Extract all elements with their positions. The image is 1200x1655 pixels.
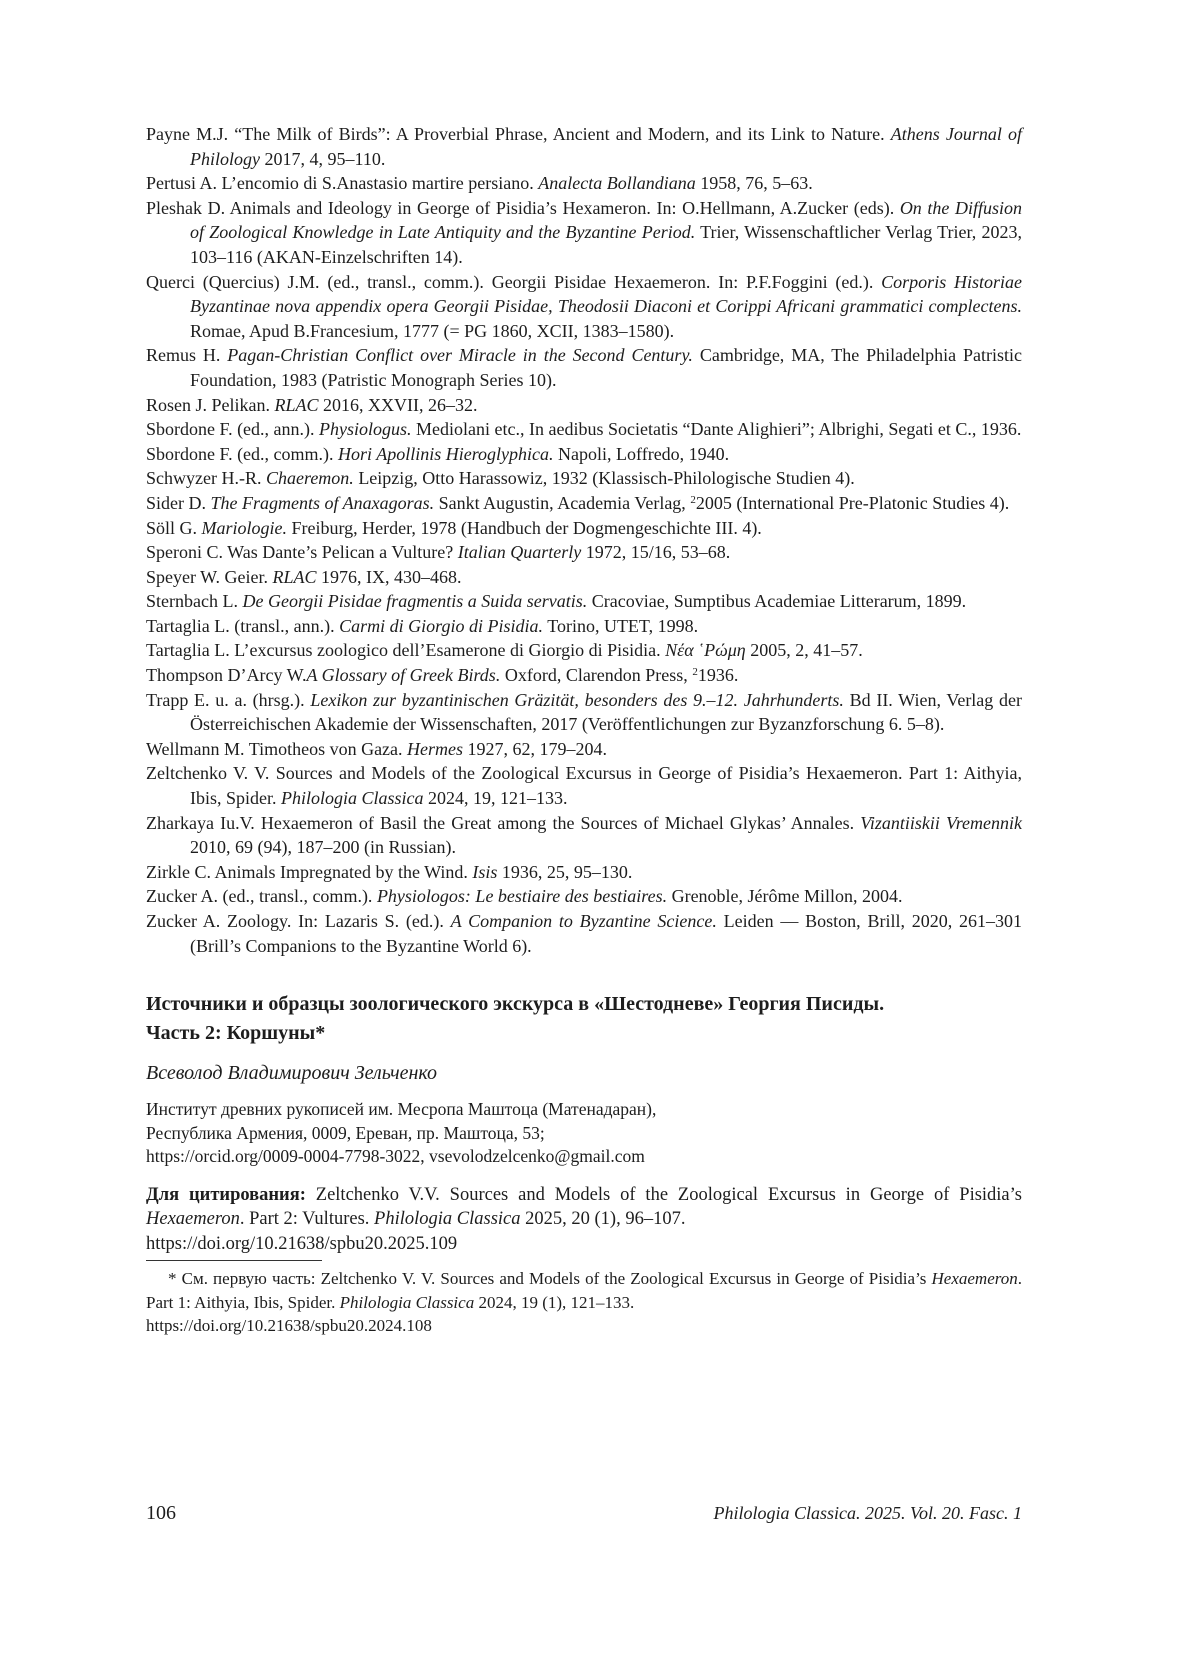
reference-part-a: Pleshak D. Animals and Ideology in George of Pisidia’s Hexameron. In: O.Hellmann, A.Zucker (eds). <box>146 197 900 218</box>
reference-part-b: Freiburg, Herder, 1978 (Handbuch der Dogmengeschichte III. 4). <box>287 517 762 538</box>
reference-part-i: Corporis Historiae Byzantinae nova appendix opera Georgii Pisidae, Theodosii Diaconi et Corippi Africani grammatici complectens. <box>190 271 1022 317</box>
reference-part-i: Isis <box>472 861 498 882</box>
reference-part-b: 1958, 76, 5–63. <box>695 173 813 194</box>
footnote-italic-1: Hexaemeron <box>931 1269 1018 1289</box>
reference-part-a: Sbordone F. (ed., ann.). <box>146 419 320 440</box>
reference-part-i: Chaeremon. <box>265 468 354 489</box>
reference-entry <box>146 516 1022 541</box>
reference-part-i: Lexikon zur byzantinischen Gräzität, besonders des 9.–12. Jahrhunderts. <box>310 689 844 710</box>
reference-part-a: Tartaglia L. (transl., ann.). <box>146 615 340 636</box>
reference-entry <box>146 122 1022 171</box>
reference-part-c: 1936. <box>697 665 739 686</box>
reference-part-a: Zirkle C. Animals Impregnated by the Wind. <box>146 861 473 882</box>
reference-part-b: Cambridge, MA, The Philadelphia Patristic Foundation, 1983 (Patristic Monograph Series 10). <box>190 345 1022 390</box>
reference-part-b: Trier, Wissenschaftlicher Verlag Trier, 2023, 103–116 (AKAN-Einzelschriften 14). <box>190 222 1022 267</box>
reference-part-b: Leipzig, Otto Harassowiz, 1932 (Klassisch-Philologische Studien 4). <box>353 468 855 489</box>
reference-entry <box>146 761 1022 810</box>
affiliation-line-1: Институт древних рукописей им. Месропа Маштоца (Матенадаран), <box>146 1099 657 1120</box>
reference-entry <box>146 491 1022 516</box>
reference-part-i: Vizantiiskii Vremennik <box>860 812 1022 833</box>
reference-entry <box>146 811 1022 860</box>
reference-entry <box>146 737 1022 762</box>
reference-part-b: 2017, 4, 95–110. <box>260 148 386 169</box>
reference-part-i: Physiologus. <box>319 419 412 440</box>
reference-part-b: Torino, UTET, 1998. <box>543 615 699 636</box>
reference-part-b: 2016, XXVII, 26–32. <box>318 394 478 415</box>
footnote-doi-link[interactable]: https://doi.org/10.21638/spbu20.2024.108 <box>146 1316 432 1336</box>
reference-part-i: Physiologos: Le bestiaire des bestiaires. <box>376 886 668 907</box>
reference-part-a: Sbordone F. (ed., comm.). <box>146 443 339 464</box>
reference-entry <box>146 442 1022 467</box>
reference-part-b: 1927, 62, 179–204. <box>463 738 608 759</box>
reference-entry <box>146 638 1022 663</box>
author-affiliation <box>146 1098 1022 1169</box>
reference-part-i: Italian Quarterly <box>457 542 582 563</box>
reference-part-b: Sankt Augustin, Academia Verlag, <box>434 492 691 513</box>
reference-entry <box>146 196 1022 270</box>
reference-entry <box>146 270 1022 344</box>
journal-running-title: Philologia Classica. 2025. Vol. 20. Fasc. 1 <box>713 1503 1022 1523</box>
page-number: 106 <box>146 1502 176 1524</box>
reference-part-a: Wellmann M. Timotheos von Gaza. <box>146 738 408 759</box>
reference-entry <box>146 688 1022 737</box>
reference-part-a: Querci (Quercius) J.M. (ed., transl., comm.). Georgii Pisidae Hexaemeron. In: P.F.Foggini (ed.). <box>146 271 882 292</box>
reference-entry <box>146 417 1022 442</box>
reference-part-a: Söll G. <box>146 517 202 538</box>
citation-label: Для цитирования: <box>146 1184 306 1205</box>
affiliation-line-3: https://orcid.org/0009-0004-7798-3022, vsevolodzelcenko@gmail.com <box>146 1146 645 1167</box>
reference-part-i: RLAC <box>274 394 319 415</box>
footnote-text-2: . Part 1: Aithyia, Ibis, Spider. <box>146 1269 1022 1312</box>
reference-part-i: Pagan-Christian Conflict over Miracle in the Second Century. <box>227 345 693 366</box>
reference-part-sup: 2 <box>690 493 696 506</box>
citation-italic-2: Philologia Classica <box>374 1209 521 1230</box>
reference-part-b: 1976, IX, 430–468. <box>316 566 462 587</box>
article-author: Всеволод Владимирович Зельченко <box>146 1062 438 1085</box>
reference-part-a: Zeltchenko V. V. Sources and Models of the Zoological Excursus in George of Pisidia’s Hexaemeron. Part 1: Aithyia, Ibis, Spider. <box>146 763 1022 809</box>
reference-part-i: A Companion to Byzantine Science. <box>450 911 717 931</box>
reference-part-a: Sternbach L. <box>146 591 243 612</box>
reference-entry <box>146 466 1022 491</box>
citation-text-1: Zeltchenko V.V. Sources and Models of the Zoological Excursus in George of Pisidia’s <box>305 1184 1022 1205</box>
reference-part-b: Romae, Apud B.Francesium, 1777 (= PG 1860, XCII, 1383–1580). <box>190 320 675 341</box>
reference-part-a: Schwyzer H.-R. <box>146 468 266 489</box>
reference-part-b: 2024, 19, 121–133. <box>423 788 568 809</box>
reference-part-b: Mediolani etc., In aedibus Societatis “Dante Alighieri”; Albrighi, Segati et C., 1936. <box>411 419 1022 440</box>
footnote-text-1: * См. первую часть: Zeltchenko V. V. Sources and Models of the Zoological Excursus in George of Pisidia’s <box>168 1269 932 1289</box>
reference-part-a: Zharkaya Iu.V. Hexaemeron of Basil the Great among the Sources of Michael Glykas’ Annales. <box>146 812 861 833</box>
footnote <box>146 1267 1022 1338</box>
reference-part-b: 2005, 2, 41–57. <box>745 640 863 661</box>
reference-part-sup: 2 <box>692 666 698 679</box>
citation-block <box>146 1183 1022 1257</box>
footnote-text-3: 2024, 19 (1), 121–133. <box>474 1292 635 1312</box>
reference-part-b: 2010, 69 (94), 187–200 (in Russian). <box>190 837 456 858</box>
reference-part-i: Athens Journal of Philology <box>190 124 1022 169</box>
affiliation-line-2: Республика Армения, 0009, Ереван, пр. Маштоца, 53; <box>146 1122 545 1143</box>
reference-part-a: Zucker A. (ed., transl., comm.). <box>146 886 377 907</box>
reference-entry <box>146 860 1022 885</box>
citation-doi-link[interactable]: https://doi.org/10.21638/spbu20.2025.109 <box>146 1233 458 1254</box>
reference-part-i: RLAC <box>272 566 317 587</box>
reference-part-i: De Georgii Pisidae fragmentis a Suida servatis. <box>242 591 588 612</box>
reference-part-a: Payne M.J. “The Milk of Birds”: A Proverbial Phrase, Ancient and Modern, and its Link to Nature. <box>146 124 891 144</box>
reference-part-b: Cracoviae, Sumptibus Academiae Litterarum, 1899. <box>587 591 967 612</box>
page-footer <box>146 1502 1022 1525</box>
reference-part-b: Bd II. Wien, Verlag der Österreichischen Akademie der Wissenschaften, 2017 (Veröffentlichungen zur Byzanzforschung 6. 5–8). <box>190 689 1022 735</box>
reference-part-i: Hermes <box>407 738 464 759</box>
reference-part-a: Thompson D’Arcy W. <box>146 665 307 686</box>
reference-entry <box>146 589 1022 614</box>
reference-entry <box>146 884 1022 909</box>
reference-part-b: Grenoble, Jérôme Millon, 2004. <box>667 886 903 907</box>
article-title <box>146 990 1022 1048</box>
reference-part-i: Mariologie. <box>201 517 288 538</box>
reference-part-a: Remus H. <box>146 345 228 366</box>
reference-entry <box>146 171 1022 196</box>
reference-entry <box>146 614 1022 639</box>
reference-part-i: The Fragments of Anaxagoras. <box>210 492 435 513</box>
reference-part-b: Oxford, Clarendon Press, <box>500 665 693 686</box>
citation-text-2: . Part 2: Vultures. <box>239 1209 375 1230</box>
reference-part-i: Νέα ῾Ρώμη <box>665 640 746 661</box>
reference-part-a: Tartaglia L. L’excursus zoologico dell’Esamerone di Giorgio di Pisidia. <box>146 640 666 661</box>
footnote-italic-2: Philologia Classica <box>339 1292 475 1312</box>
reference-part-b: 1972, 15/16, 53–68. <box>581 542 731 563</box>
reference-part-i: Philologia Classica <box>281 788 424 809</box>
reference-entry <box>146 343 1022 392</box>
reference-part-i: Hori Apollinis Hieroglyphica. <box>338 443 554 464</box>
reference-part-b: 1936, 25, 95–130. <box>497 861 633 882</box>
reference-entry <box>146 540 1022 565</box>
reference-entry <box>146 663 1022 688</box>
reference-part-a: Speroni C. Was Dante’s Pelican a Vulture? <box>146 542 458 563</box>
page-content <box>146 122 1022 1338</box>
reference-list <box>146 122 1022 958</box>
reference-entry <box>146 393 1022 418</box>
reference-part-a: Sider D. <box>146 492 211 513</box>
article-title-line-1: Источники и образцы зоологического экскурса в «Шестодневе» Георгия Писиды. <box>146 993 885 1016</box>
reference-part-i: Analecta Bollandiana <box>538 173 696 194</box>
footnote-divider <box>146 1260 322 1261</box>
article-title-line-2: Часть 2: Коршуны* <box>146 1022 326 1045</box>
reference-part-c: 2005 (International Pre-Platonic Studies 4). <box>695 492 1010 513</box>
reference-part-a: Rosen J. Pelikan. <box>146 394 275 415</box>
reference-entry <box>146 565 1022 590</box>
reference-part-i: On the Diffusion of Zoological Knowledge in Late Antiquity and the Byzantine Period. <box>190 197 1022 243</box>
reference-entry <box>146 909 1022 958</box>
reference-part-a: Trapp E. u. a. (hrsg.). <box>146 689 311 710</box>
reference-part-b: Napoli, Loffredo, 1940. <box>553 443 730 464</box>
reference-part-i: A Glossary of Greek Birds. <box>306 665 501 686</box>
reference-part-a: Zucker A. Zoology. In: Lazaris S. (ed.). <box>146 911 451 931</box>
reference-part-a: Speyer W. Geier. <box>146 566 273 587</box>
reference-part-a: Pertusi A. L’encomio di S.Anastasio martire persiano. <box>146 173 539 194</box>
reference-part-b: Leiden — Boston, Brill, 2020, 261–301 (Brill’s Companions to the Byzantine World 6). <box>190 911 1022 956</box>
reference-part-i: Carmi di Giorgio di Pisidia. <box>339 615 544 636</box>
citation-italic-1: Hexaemeron <box>146 1209 240 1230</box>
citation-text-3: 2025, 20 (1), 96–107. <box>520 1209 686 1230</box>
